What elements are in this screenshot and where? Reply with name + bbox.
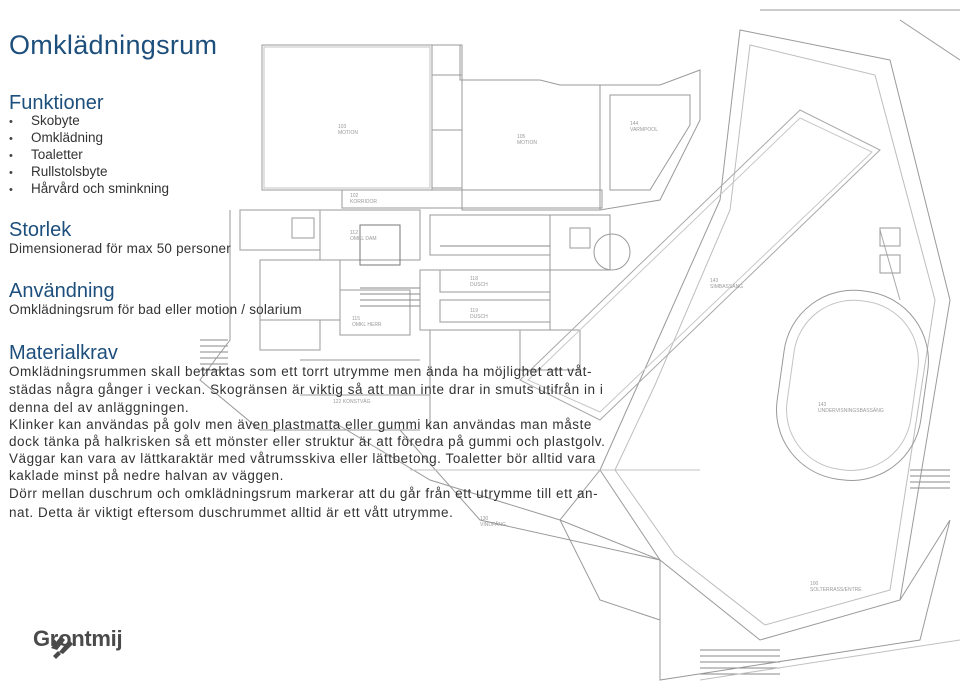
list-item: • Toaletter [9,147,83,162]
materialkrav-line: Dörr mellan duschrum och omklädningsrum markerar att du går från ett utrymme till ett an- [9,486,599,501]
svg-text:119: 119 [470,308,478,314]
svg-text:MOTION: MOTION [338,130,358,136]
materialkrav-line: kaklade minst på nedre halvan av väggen. [9,468,284,483]
svg-text:118: 118 [470,276,478,282]
svg-text:105: 105 [517,134,526,140]
heading-funktioner: Funktioner [9,92,104,114]
svg-text:OMKL DAM: OMKL DAM [350,236,377,242]
svg-text:VINDFÅNG: VINDFÅNG [480,522,506,528]
svg-text:DUSCH: DUSCH [470,314,488,320]
heading-materialkrav: Materialkrav [9,342,118,364]
svg-text:VARMPOOL: VARMPOOL [630,127,658,133]
materialkrav-line: Klinker kan användas på golv men även plastmatta eller gummi kan användas man måste [9,417,592,432]
svg-text:OMKL HERR: OMKL HERR [352,322,382,328]
materialkrav-line: denna del av anläggningen. [9,400,190,415]
svg-text:SOLTERRASS/ENTRE: SOLTERRASS/ENTRE [810,587,862,593]
svg-text:SIMBASSÄNG: SIMBASSÄNG [710,284,744,290]
svg-text:144: 144 [630,121,639,127]
list-item: • Omklädning [9,130,103,145]
svg-text:130: 130 [480,516,489,522]
svg-text:KORRIDOR: KORRIDOR [350,199,377,205]
svg-text:MOTION: MOTION [517,140,537,146]
materialkrav-line: städas några gånger i veckan. Skogränsen är viktig så att man inte drar in smuts utifrån in i [9,382,604,397]
materialkrav-line: nat. Detta är viktigt eftersom duschrummet alltid är ett vått utrymme. [9,505,454,520]
svg-text:112: 112 [350,230,358,236]
svg-text:143: 143 [818,402,827,408]
materialkrav-line: dock tänka på halkrisken så ett mönster eller struktur är att föredra på gummi och plastgolv. [9,434,606,449]
heading-anvandning: Användning [9,280,115,302]
anvandning-text: Omklädningsrum för bad eller motion / solarium [9,302,302,317]
page-title: Omklädningsrum [9,30,218,60]
svg-text:100: 100 [810,581,819,587]
svg-text:102: 102 [350,193,359,199]
svg-text:143: 143 [710,278,719,284]
logo-wordmark: Grontmij [33,626,123,651]
list-item: • Hårvård och sminkning [9,181,169,196]
svg-text:UNDERVISNINGSBASSÄNG: UNDERVISNINGSBASSÄNG [818,408,884,414]
storlek-text: Dimensionerad för max 50 personer [9,241,231,256]
heading-storlek: Storlek [9,219,72,241]
list-item: • Rullstolsbyte [9,164,108,179]
materialkrav-line: Omklädningsrummen skall betraktas som ett torrt utrymme men ända ha möjlighet att våt- [9,364,593,379]
svg-text:DUSCH: DUSCH [470,282,488,288]
materialkrav-line: Väggar kan vara av lättkaraktär med våtrumsskiva eller lättbetong. Toaletter bör alltid vara [9,451,596,466]
svg-text:122 KONSTVÄG: 122 KONSTVÄG [333,399,371,405]
list-item: • Skobyte [9,113,80,128]
svg-text:103: 103 [338,124,347,130]
svg-text:115: 115 [352,316,360,322]
